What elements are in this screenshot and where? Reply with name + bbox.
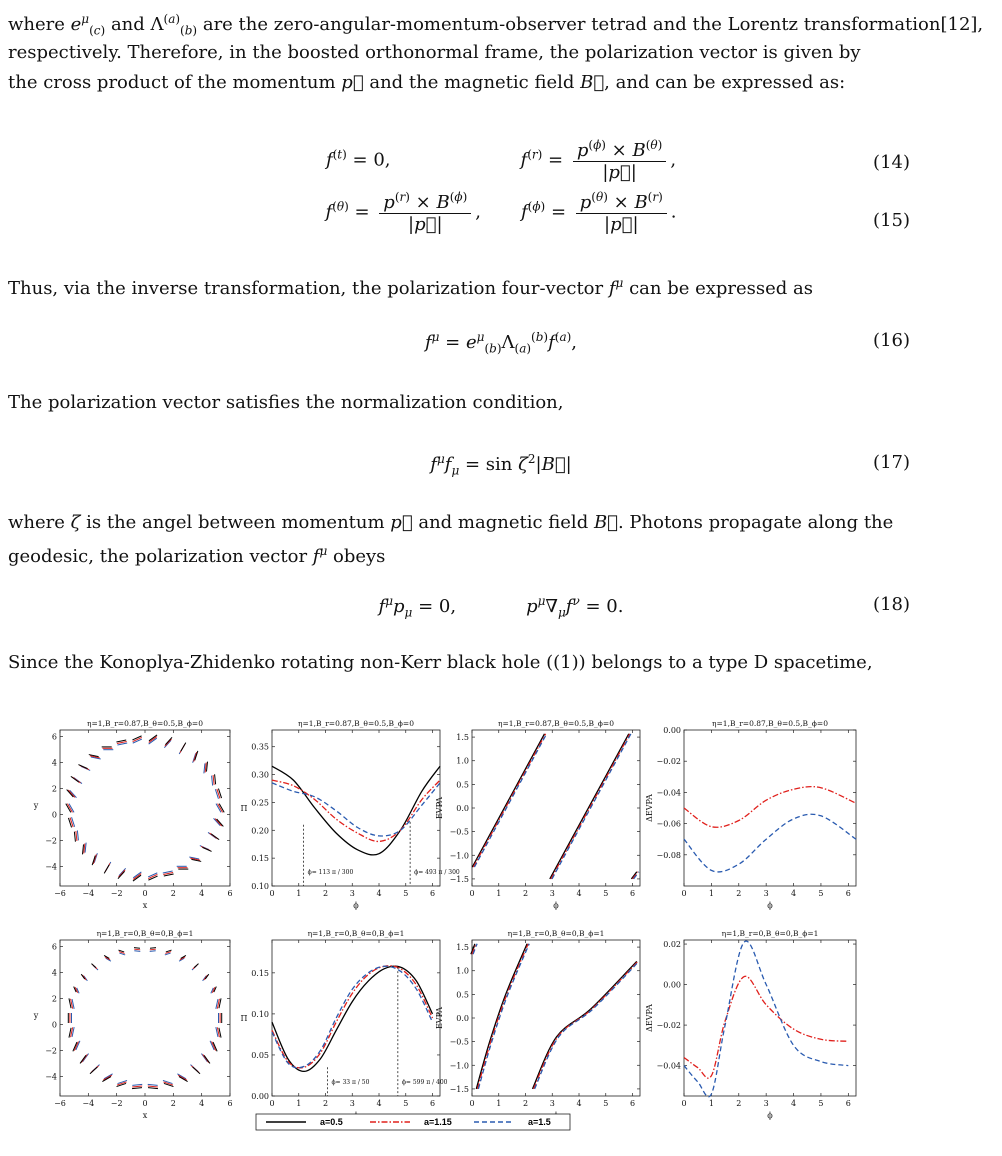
polarization-tick — [201, 1054, 207, 1062]
polarization-tick — [132, 1086, 142, 1087]
x-tick-label: 0 — [269, 1099, 275, 1108]
series-line — [551, 734, 630, 879]
y-tick-label: 4 — [51, 968, 57, 978]
chart-title: η=1,B_r=0.87,B_θ=0.5,B_ϕ=0 — [712, 719, 828, 728]
x-tick-label: 2 — [522, 1099, 529, 1108]
equation-15: $f^{(\theta)}$ = $\frac{p^{(r)} \times B^{(\phi)}}{|p⃗|}$ , $f^{(\phi)}$ = $\frac{p^{(\theta)} \times B^{(r)}}{|p⃗|}$ . (15) — [325, 190, 910, 235]
plot-frame — [684, 940, 856, 1096]
chart-panel — [33, 929, 233, 1120]
x-tick-label: 4 — [791, 1099, 797, 1108]
y-tick-label: −0.5 — [449, 827, 469, 837]
polarization-tick — [78, 765, 87, 769]
polarization-tick — [91, 964, 95, 968]
x-tick-label: 1 — [296, 1099, 302, 1108]
x-tick-label: 0 — [269, 889, 275, 898]
polarization-tick — [77, 830, 78, 840]
paragraph-line: geodesic, the polarization vector $f^\mu$ obeys — [8, 544, 386, 567]
y-tick-label: 6 — [51, 942, 57, 952]
series-line — [478, 944, 529, 1089]
y-tick-label: 0.00 — [663, 980, 681, 990]
legend-label: a=1.5 — [528, 1117, 551, 1127]
chart-title: η=1,B_r=0,B_θ=0,B_ϕ=1 — [307, 929, 405, 938]
polarization-tick — [90, 1067, 97, 1074]
x-tick-label: 0 — [469, 1099, 475, 1108]
y-tick-label: 0.5 — [456, 990, 469, 1000]
x-tick-label: 3 — [349, 889, 355, 898]
y-tick-label: −4 — [45, 862, 57, 872]
y-tick-label: 0.05 — [251, 1050, 269, 1060]
x-tick-label: 2 — [736, 1099, 742, 1108]
y-tick-label: −2 — [45, 836, 57, 846]
x-tick-label: 2 — [736, 889, 742, 898]
paragraph-line: Thus, via the inverse transformation, the polarization four-vector $f^\mu$ can be expressed as — [8, 276, 814, 299]
series-line — [477, 944, 528, 1089]
y-tick-label: −0.02 — [656, 1021, 681, 1031]
x-tick-label: 4 — [199, 889, 205, 898]
polarization-tick — [215, 774, 216, 784]
x-tick-label: −6 — [54, 889, 66, 898]
chart-title: η=1,B_r=0.87,B_θ=0.5,B_ϕ=0 — [298, 719, 414, 728]
chart-title: η=1,B_r=0,B_θ=0,B_ϕ=1 — [96, 929, 194, 938]
x-tick-label: 5 — [603, 1099, 609, 1108]
series-line — [550, 734, 629, 879]
y-tick-label: 0.15 — [251, 968, 269, 978]
equation-number: (16) — [873, 330, 910, 351]
x-axis-label: x — [142, 901, 148, 910]
x-tick-label: 3 — [549, 1099, 555, 1108]
polarization-tick — [150, 949, 156, 950]
x-tick-label: 1 — [296, 889, 302, 898]
x-tick-label: 4 — [199, 1099, 205, 1108]
y-tick-label: 1.5 — [456, 943, 469, 953]
polarization-tick — [83, 1054, 89, 1062]
y-tick-label: −1.0 — [449, 851, 469, 861]
series-line — [684, 787, 856, 828]
plot-frame — [684, 730, 856, 886]
y-tick-label: 1.0 — [456, 966, 469, 976]
x-tick-label: 3 — [763, 889, 769, 898]
series-line — [474, 734, 546, 867]
equation-18: $f^\mu p_\mu = 0$, $p^\mu\nabla_\mu f^\nu = 0$. (18) — [378, 594, 910, 620]
y-tick-label: 0.00 — [663, 726, 681, 735]
annotation-label: ϕ= 493 π / 300 — [414, 869, 460, 876]
chart-panel — [33, 719, 233, 910]
plot-frame — [60, 730, 230, 886]
chart-panel — [435, 929, 640, 1120]
x-tick-label: 5 — [818, 1099, 824, 1108]
x-tick-label: 6 — [429, 889, 436, 898]
polarization-tick — [118, 870, 125, 877]
y-tick-label: 2 — [51, 994, 57, 1004]
y-axis-label: EVPA — [435, 1006, 444, 1030]
polarization-tick — [132, 1088, 142, 1089]
polarization-tick — [134, 948, 140, 949]
series-line — [533, 961, 637, 1089]
figure — [0, 690, 1002, 1156]
y-tick-label: −2 — [45, 1046, 57, 1056]
y-tick-label: −0.04 — [656, 788, 681, 798]
y-tick-label: 0.20 — [251, 826, 269, 836]
y-tick-label: −1.5 — [449, 874, 469, 884]
chart-title: η=1,B_r=0.87,B_θ=0.5,B_ϕ=0 — [498, 719, 614, 728]
y-tick-label: −1.5 — [449, 1084, 469, 1094]
x-tick-label: 2 — [322, 889, 329, 898]
paragraph-line: respectively. Therefore, in the boosted orthonormal frame, the polarization vector is given by — [8, 42, 861, 63]
y-tick-label: 0.5 — [456, 780, 469, 790]
chart-panel — [241, 929, 448, 1120]
y-axis-label: Π — [240, 1014, 248, 1023]
equation-17: $f^\mu f_\mu = \sin$ $\zeta^2|B⃗|$ (17) — [430, 452, 910, 478]
series-line — [272, 966, 433, 1071]
y-tick-label: 4 — [51, 758, 57, 768]
polarization-tick — [213, 775, 214, 785]
y-tick-label: 0.30 — [251, 770, 269, 780]
y-tick-label: 0.00 — [251, 1092, 269, 1101]
equation-number: (15) — [873, 210, 910, 231]
series-line — [272, 966, 433, 1068]
x-axis-label: ϕ — [767, 1111, 773, 1120]
polarization-tick — [165, 739, 172, 746]
y-tick-label: 0.10 — [251, 1009, 269, 1019]
x-tick-label: −2 — [110, 889, 123, 898]
chart-panel — [435, 719, 640, 910]
series-line — [473, 734, 545, 867]
y-tick-label: −4 — [45, 1072, 57, 1082]
equation-16: $f^\mu = e^\mu_{(b)}\Lambda_{(a)}^{(b)}f^{(a)}$, (16) — [424, 330, 910, 356]
paragraph-line: the cross product of the momentum p⃗ and the magnetic field B⃗, and can be expressed as: — [8, 72, 846, 93]
y-axis-label: y — [33, 801, 39, 810]
plot-frame — [472, 730, 640, 886]
y-tick-label: 0.0 — [456, 1014, 469, 1023]
y-axis-label: ΔEVPA — [645, 794, 654, 822]
annotation-label: ϕ= 33 π / 50 — [331, 1079, 370, 1086]
x-tick-label: 1 — [496, 1099, 502, 1108]
chart-panel — [645, 719, 856, 910]
series-line — [272, 966, 433, 1068]
y-axis-label: EVPA — [435, 796, 444, 820]
x-tick-label: 2 — [322, 1099, 329, 1108]
series-line — [684, 814, 856, 872]
x-tick-label: 6 — [429, 1099, 436, 1108]
legend-label: a=0.5 — [320, 1117, 343, 1127]
x-tick-label: 2 — [170, 889, 176, 898]
x-axis-label: x — [142, 1111, 148, 1120]
paragraph-line: Since the Konoplya-Zhidenko rotating non-Kerr black hole ((1)) belongs to a type D spacetime, — [8, 652, 873, 673]
equation-number: (14) — [873, 152, 910, 173]
legend-label: a=1.15 — [424, 1117, 452, 1127]
y-tick-label: −0.08 — [656, 850, 681, 860]
polarization-tick — [132, 1084, 142, 1085]
y-tick-label: −0.06 — [656, 819, 681, 829]
polarization-tick — [193, 1067, 200, 1074]
x-tick-label: 6 — [629, 1099, 636, 1108]
plot-frame — [272, 730, 440, 886]
x-tick-label: 0 — [681, 1099, 687, 1108]
y-tick-label: 0.02 — [663, 940, 681, 950]
x-tick-label: 5 — [403, 889, 409, 898]
x-tick-label: 4 — [376, 889, 382, 898]
y-tick-label: 0.0 — [456, 804, 469, 813]
equation-number: (18) — [873, 594, 910, 615]
y-axis-label: ΔEVPA — [645, 1004, 654, 1032]
polarization-tick — [194, 964, 198, 968]
polarization-tick — [181, 743, 186, 752]
y-tick-label: 0 — [51, 810, 57, 820]
annotation-label: ϕ= 599 π / 400 — [401, 1079, 448, 1086]
polarization-tick — [81, 1054, 87, 1062]
y-tick-label: 1.5 — [456, 733, 469, 743]
series-line — [535, 961, 639, 1089]
polarization-tick — [203, 1054, 209, 1062]
x-tick-label: 0 — [681, 889, 687, 898]
paragraph-line: where $e^\mu_{(c)}$ and $\Lambda^{(a)}_{(b)}$ are the zero-angular-momentum-observer tetrad and the Lorentz transformation[12], — [8, 12, 984, 38]
polarization-tick — [148, 1086, 158, 1087]
polarization-tick — [204, 1055, 210, 1063]
series-line — [552, 734, 631, 879]
polarization-tick — [74, 832, 75, 842]
chart-panel — [645, 929, 856, 1120]
x-tick-label: 4 — [376, 1099, 382, 1108]
x-tick-label: −4 — [82, 1099, 95, 1108]
x-tick-label: 0 — [142, 889, 148, 898]
x-tick-label: 5 — [403, 1099, 409, 1108]
x-tick-label: 6 — [227, 1099, 233, 1108]
polarization-tick — [215, 819, 222, 826]
x-tick-label: 4 — [791, 889, 797, 898]
polarization-tick — [76, 831, 77, 841]
legend — [256, 1114, 570, 1130]
polarization-tick — [212, 776, 213, 786]
equation-number: (17) — [873, 452, 910, 473]
x-tick-label: 3 — [549, 889, 555, 898]
x-tick-label: 0 — [142, 1099, 148, 1108]
paragraph-line: The polarization vector satisfies the normalization condition, — [8, 392, 564, 413]
chart-title: η=1,B_r=0,B_θ=0,B_ϕ=1 — [721, 929, 819, 938]
x-tick-label: −4 — [82, 889, 95, 898]
equation-14: $f^{(t)} = 0$, $f^{(r)}$ = $\frac{p^{(\phi)} \times B^{(\theta)}}{|p⃗|}$ , (14) — [325, 138, 910, 183]
x-tick-label: 0 — [469, 889, 475, 898]
series-line — [272, 780, 440, 841]
chart-panel — [241, 719, 460, 910]
y-tick-label: 6 — [51, 732, 57, 742]
y-tick-label: 0 — [51, 1020, 57, 1030]
x-axis-label: ϕ — [353, 901, 359, 910]
y-tick-label: 0.10 — [251, 882, 269, 891]
x-axis-label: ϕ — [553, 901, 559, 910]
polarization-tick — [202, 847, 211, 851]
y-tick-label: 2 — [51, 784, 57, 794]
x-tick-label: 6 — [629, 889, 636, 898]
polarization-tick — [148, 1088, 158, 1089]
plot-frame — [272, 940, 440, 1096]
x-tick-label: 1 — [708, 889, 714, 898]
x-tick-label: 1 — [708, 1099, 714, 1108]
chart-title: η=1,B_r=0,B_θ=0,B_ϕ=1 — [507, 929, 605, 938]
x-axis-label: ϕ — [767, 901, 773, 910]
paragraph-line: where ζ is the angel between momentum p⃗ and magnetic field B⃗. Photons propagate along the — [8, 512, 894, 533]
x-tick-label: 1 — [496, 889, 502, 898]
polarization-tick — [104, 865, 109, 874]
x-tick-label: 4 — [576, 1099, 582, 1108]
y-tick-label: 1.0 — [456, 756, 469, 766]
x-tick-label: 4 — [576, 889, 582, 898]
x-tick-label: 6 — [845, 889, 851, 898]
x-tick-label: 2 — [522, 889, 529, 898]
polarization-tick — [178, 1075, 187, 1080]
x-tick-label: 2 — [170, 1099, 176, 1108]
x-tick-label: 3 — [763, 1099, 769, 1108]
polarization-tick — [211, 834, 219, 840]
y-tick-label: −1.0 — [449, 1061, 469, 1071]
polarization-tick — [134, 951, 140, 952]
chart-title: η=1,B_r=0.87,B_θ=0.5,B_ϕ=0 — [87, 719, 203, 728]
polarization-tick — [134, 949, 140, 950]
plot-frame — [60, 940, 230, 1096]
series-line — [472, 734, 544, 867]
series-line — [684, 941, 848, 1097]
annotation-label: ϕ= 113 π / 300 — [307, 869, 354, 876]
polarization-tick — [150, 948, 156, 949]
y-tick-label: 0.35 — [251, 742, 269, 752]
y-tick-label: 0.15 — [251, 854, 269, 864]
y-tick-label: 0.25 — [251, 798, 269, 808]
y-axis-label: y — [33, 1011, 39, 1020]
y-axis-label: Π — [240, 804, 248, 813]
polarization-tick — [71, 776, 79, 782]
x-tick-label: 6 — [845, 1099, 851, 1108]
series-line — [534, 961, 638, 1089]
polarization-tick — [80, 1055, 86, 1063]
y-tick-label: −0.02 — [656, 757, 681, 767]
polarization-tick — [103, 1075, 112, 1080]
x-tick-label: 5 — [603, 889, 609, 898]
polarization-tick — [150, 951, 156, 952]
polarization-tick — [68, 790, 75, 797]
x-tick-label: −6 — [54, 1099, 66, 1108]
polarization-tick — [148, 1084, 158, 1085]
x-tick-label: 5 — [818, 889, 824, 898]
y-tick-label: −0.04 — [656, 1061, 681, 1071]
x-tick-label: −2 — [110, 1099, 123, 1108]
x-tick-label: 3 — [349, 1099, 355, 1108]
x-tick-label: 6 — [227, 889, 233, 898]
y-tick-label: −0.5 — [449, 1037, 469, 1047]
